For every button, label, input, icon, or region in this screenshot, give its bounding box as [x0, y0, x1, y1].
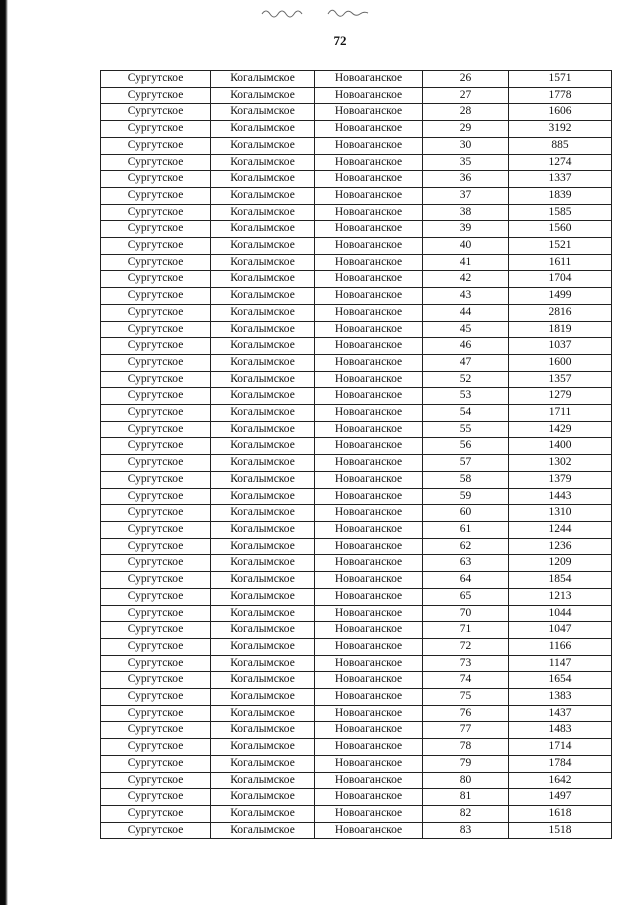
value-cell: 1429 [509, 421, 612, 438]
field-cell: Новоаганское [315, 672, 423, 689]
region-cell: Сургутское [101, 822, 211, 839]
deposit-cell: Когалымское [211, 488, 315, 505]
number-cell: 42 [423, 271, 509, 288]
value-cell: 1437 [509, 705, 612, 722]
value-cell: 1778 [509, 87, 612, 104]
number-cell: 47 [423, 354, 509, 371]
region-cell: Сургутское [101, 789, 211, 806]
region-cell: Сургутское [101, 371, 211, 388]
value-cell: 1044 [509, 605, 612, 622]
field-cell: Новоаганское [315, 371, 423, 388]
number-cell: 44 [423, 304, 509, 321]
number-cell: 37 [423, 187, 509, 204]
field-cell: Новоаганское [315, 271, 423, 288]
number-cell: 75 [423, 689, 509, 706]
value-cell: 1642 [509, 772, 612, 789]
region-cell: Сургутское [101, 438, 211, 455]
region-cell: Сургутское [101, 655, 211, 672]
region-cell: Сургутское [101, 672, 211, 689]
field-cell: Новоаганское [315, 87, 423, 104]
field-cell: Новоаганское [315, 405, 423, 422]
region-cell: Сургутское [101, 405, 211, 422]
table-row [101, 672, 612, 689]
table-row [101, 655, 612, 672]
region-cell: Сургутское [101, 455, 211, 472]
field-cell: Новоаганское [315, 121, 423, 138]
value-cell: 1497 [509, 789, 612, 806]
field-cell: Новоаганское [315, 805, 423, 822]
value-cell: 1585 [509, 204, 612, 221]
number-cell: 73 [423, 655, 509, 672]
value-cell: 1037 [509, 338, 612, 355]
number-cell: 77 [423, 722, 509, 739]
number-cell: 53 [423, 388, 509, 405]
number-cell: 60 [423, 505, 509, 522]
region-cell: Сургутское [101, 705, 211, 722]
number-cell: 56 [423, 438, 509, 455]
field-cell: Новоаганское [315, 572, 423, 589]
table-row [101, 221, 612, 238]
number-cell: 41 [423, 254, 509, 271]
table-row [101, 455, 612, 472]
region-cell: Сургутское [101, 471, 211, 488]
field-cell: Новоаганское [315, 505, 423, 522]
deposit-cell: Когалымское [211, 505, 315, 522]
deposit-cell: Когалымское [211, 338, 315, 355]
number-cell: 78 [423, 739, 509, 756]
deposit-cell: Когалымское [211, 755, 315, 772]
region-cell: Сургутское [101, 388, 211, 405]
table-row [101, 722, 612, 739]
number-cell: 28 [423, 104, 509, 121]
deposit-cell: Когалымское [211, 739, 315, 756]
field-cell: Новоаганское [315, 555, 423, 572]
deposit-cell: Когалымское [211, 555, 315, 572]
table-row [101, 304, 612, 321]
number-cell: 26 [423, 71, 509, 88]
number-cell: 70 [423, 605, 509, 622]
field-cell: Новоаганское [315, 171, 423, 188]
field-cell: Новоаганское [315, 605, 423, 622]
number-cell: 64 [423, 572, 509, 589]
value-cell: 1274 [509, 154, 612, 171]
deposit-cell: Когалымское [211, 789, 315, 806]
value-cell: 1443 [509, 488, 612, 505]
field-cell: Новоаганское [315, 304, 423, 321]
region-cell: Сургутское [101, 354, 211, 371]
table-row [101, 187, 612, 204]
number-cell: 57 [423, 455, 509, 472]
number-cell: 35 [423, 154, 509, 171]
field-cell: Новоаганское [315, 221, 423, 238]
value-cell: 2816 [509, 304, 612, 321]
table-row [101, 371, 612, 388]
deposit-cell: Когалымское [211, 455, 315, 472]
table-row [101, 488, 612, 505]
deposit-cell: Когалымское [211, 204, 315, 221]
table-row [101, 338, 612, 355]
table-row [101, 254, 612, 271]
field-cell: Новоаганское [315, 822, 423, 839]
deposit-cell: Когалымское [211, 421, 315, 438]
number-cell: 58 [423, 471, 509, 488]
table-row [101, 789, 612, 806]
table-row [101, 154, 612, 171]
field-cell: Новоаганское [315, 187, 423, 204]
table-row [101, 321, 612, 338]
region-cell: Сургутское [101, 521, 211, 538]
deposit-cell: Когалымское [211, 772, 315, 789]
value-cell: 1714 [509, 739, 612, 756]
deposit-cell: Когалымское [211, 588, 315, 605]
number-cell: 43 [423, 288, 509, 305]
field-cell: Новоаганское [315, 354, 423, 371]
region-cell: Сургутское [101, 171, 211, 188]
region-cell: Сургутское [101, 805, 211, 822]
number-cell: 40 [423, 238, 509, 255]
table-row [101, 104, 612, 121]
table-row [101, 705, 612, 722]
number-cell: 52 [423, 371, 509, 388]
deposit-cell: Когалымское [211, 171, 315, 188]
field-cell: Новоаганское [315, 71, 423, 88]
table-row [101, 271, 612, 288]
region-cell: Сургутское [101, 71, 211, 88]
deposit-cell: Когалымское [211, 572, 315, 589]
number-cell: 74 [423, 672, 509, 689]
table-row [101, 204, 612, 221]
number-cell: 65 [423, 588, 509, 605]
number-cell: 82 [423, 805, 509, 822]
deposit-cell: Когалымское [211, 471, 315, 488]
field-cell: Новоаганское [315, 471, 423, 488]
region-cell: Сургутское [101, 588, 211, 605]
value-cell: 1383 [509, 689, 612, 706]
number-cell: 81 [423, 789, 509, 806]
deposit-cell: Когалымское [211, 104, 315, 121]
field-cell: Новоаганское [315, 789, 423, 806]
number-cell: 30 [423, 137, 509, 154]
value-cell: 1518 [509, 822, 612, 839]
value-cell: 1047 [509, 622, 612, 639]
data-table [100, 70, 612, 839]
deposit-cell: Когалымское [211, 154, 315, 171]
value-cell: 1209 [509, 555, 612, 572]
field-cell: Новоаганское [315, 238, 423, 255]
region-cell: Сургутское [101, 555, 211, 572]
number-cell: 83 [423, 822, 509, 839]
field-cell: Новоаганское [315, 338, 423, 355]
deposit-cell: Когалымское [211, 371, 315, 388]
header-stamp-marks [260, 4, 390, 18]
value-cell: 3192 [509, 121, 612, 138]
region-cell: Сургутское [101, 772, 211, 789]
value-cell: 1244 [509, 521, 612, 538]
field-cell: Новоаганское [315, 321, 423, 338]
value-cell: 1236 [509, 538, 612, 555]
region-cell: Сургутское [101, 722, 211, 739]
region-cell: Сургутское [101, 338, 211, 355]
field-cell: Новоаганское [315, 689, 423, 706]
table-row [101, 555, 612, 572]
value-cell: 1213 [509, 588, 612, 605]
deposit-cell: Когалымское [211, 271, 315, 288]
region-cell: Сургутское [101, 304, 211, 321]
field-cell: Новоаганское [315, 588, 423, 605]
field-cell: Новоаганское [315, 622, 423, 639]
number-cell: 46 [423, 338, 509, 355]
number-cell: 45 [423, 321, 509, 338]
table-row [101, 505, 612, 522]
value-cell: 1819 [509, 321, 612, 338]
table-row [101, 421, 612, 438]
field-cell: Новоаганское [315, 438, 423, 455]
field-cell: Новоаганское [315, 254, 423, 271]
table-row [101, 772, 612, 789]
number-cell: 27 [423, 87, 509, 104]
table-row [101, 238, 612, 255]
region-cell: Сургутское [101, 154, 211, 171]
value-cell: 1357 [509, 371, 612, 388]
number-cell: 71 [423, 622, 509, 639]
deposit-cell: Когалымское [211, 238, 315, 255]
number-cell: 79 [423, 755, 509, 772]
region-cell: Сургутское [101, 622, 211, 639]
region-cell: Сургутское [101, 204, 211, 221]
value-cell: 1571 [509, 71, 612, 88]
deposit-cell: Когалымское [211, 605, 315, 622]
deposit-cell: Когалымское [211, 672, 315, 689]
number-cell: 55 [423, 421, 509, 438]
deposit-cell: Когалымское [211, 137, 315, 154]
deposit-cell: Когалымское [211, 805, 315, 822]
value-cell: 1839 [509, 187, 612, 204]
deposit-cell: Когалымское [211, 521, 315, 538]
field-cell: Новоаганское [315, 739, 423, 756]
deposit-cell: Когалымское [211, 722, 315, 739]
table-row [101, 171, 612, 188]
number-cell: 76 [423, 705, 509, 722]
number-cell: 36 [423, 171, 509, 188]
table-row [101, 572, 612, 589]
region-cell: Сургутское [101, 321, 211, 338]
field-cell: Новоаганское [315, 204, 423, 221]
value-cell: 1611 [509, 254, 612, 271]
number-cell: 39 [423, 221, 509, 238]
field-cell: Новоаганское [315, 488, 423, 505]
number-cell: 80 [423, 772, 509, 789]
table-row [101, 121, 612, 138]
value-cell: 1147 [509, 655, 612, 672]
region-cell: Сургутское [101, 605, 211, 622]
deposit-cell: Когалымское [211, 221, 315, 238]
region-cell: Сургутское [101, 271, 211, 288]
field-cell: Новоаганское [315, 288, 423, 305]
table-row [101, 438, 612, 455]
region-cell: Сургутское [101, 288, 211, 305]
table-body [101, 71, 612, 839]
number-cell: 61 [423, 521, 509, 538]
table-row [101, 755, 612, 772]
value-cell: 1784 [509, 755, 612, 772]
field-cell: Новоаганское [315, 755, 423, 772]
field-cell: Новоаганское [315, 154, 423, 171]
value-cell: 1600 [509, 354, 612, 371]
deposit-cell: Когалымское [211, 288, 315, 305]
deposit-cell: Когалымское [211, 538, 315, 555]
deposit-cell: Когалымское [211, 705, 315, 722]
value-cell: 1499 [509, 288, 612, 305]
value-cell: 1279 [509, 388, 612, 405]
value-cell: 1560 [509, 221, 612, 238]
table-row [101, 638, 612, 655]
region-cell: Сургутское [101, 538, 211, 555]
region-cell: Сургутское [101, 739, 211, 756]
field-cell: Новоаганское [315, 455, 423, 472]
deposit-cell: Когалымское [211, 87, 315, 104]
table-row [101, 588, 612, 605]
number-cell: 72 [423, 638, 509, 655]
deposit-cell: Когалымское [211, 405, 315, 422]
number-cell: 63 [423, 555, 509, 572]
scan-edge [0, 0, 8, 905]
deposit-cell: Когалымское [211, 622, 315, 639]
table-row [101, 805, 612, 822]
value-cell: 1854 [509, 572, 612, 589]
table-row [101, 388, 612, 405]
table-row [101, 137, 612, 154]
value-cell: 1654 [509, 672, 612, 689]
table-row [101, 71, 612, 88]
number-cell: 29 [423, 121, 509, 138]
deposit-cell: Когалымское [211, 321, 315, 338]
field-cell: Новоаганское [315, 137, 423, 154]
deposit-cell: Когалымское [211, 254, 315, 271]
table-row [101, 471, 612, 488]
value-cell: 1521 [509, 238, 612, 255]
region-cell: Сургутское [101, 254, 211, 271]
field-cell: Новоаганское [315, 655, 423, 672]
number-cell: 59 [423, 488, 509, 505]
table-row [101, 822, 612, 839]
value-cell: 1166 [509, 638, 612, 655]
field-cell: Новоаганское [315, 705, 423, 722]
region-cell: Сургутское [101, 137, 211, 154]
value-cell: 1400 [509, 438, 612, 455]
field-cell: Новоаганское [315, 421, 423, 438]
field-cell: Новоаганское [315, 388, 423, 405]
region-cell: Сургутское [101, 421, 211, 438]
deposit-cell: Когалымское [211, 822, 315, 839]
region-cell: Сургутское [101, 87, 211, 104]
deposit-cell: Когалымское [211, 354, 315, 371]
region-cell: Сургутское [101, 755, 211, 772]
table-row [101, 288, 612, 305]
value-cell: 1704 [509, 271, 612, 288]
region-cell: Сургутское [101, 187, 211, 204]
deposit-cell: Когалымское [211, 121, 315, 138]
deposit-cell: Когалымское [211, 638, 315, 655]
value-cell: 885 [509, 137, 612, 154]
value-cell: 1337 [509, 171, 612, 188]
region-cell: Сургутское [101, 572, 211, 589]
deposit-cell: Когалымское [211, 187, 315, 204]
field-cell: Новоаганское [315, 722, 423, 739]
table-row [101, 739, 612, 756]
table-row [101, 354, 612, 371]
region-cell: Сургутское [101, 238, 211, 255]
number-cell: 62 [423, 538, 509, 555]
page-number: 72 [333, 33, 347, 48]
field-cell: Новоаганское [315, 104, 423, 121]
region-cell: Сургутское [101, 488, 211, 505]
region-cell: Сургутское [101, 638, 211, 655]
deposit-cell: Когалымское [211, 438, 315, 455]
value-cell: 1711 [509, 405, 612, 422]
region-cell: Сургутское [101, 104, 211, 121]
value-cell: 1483 [509, 722, 612, 739]
value-cell: 1606 [509, 104, 612, 121]
table-row [101, 87, 612, 104]
table-row [101, 622, 612, 639]
deposit-cell: Когалымское [211, 304, 315, 321]
deposit-cell: Когалымское [211, 71, 315, 88]
field-cell: Новоаганское [315, 772, 423, 789]
value-cell: 1618 [509, 805, 612, 822]
deposit-cell: Когалымское [211, 689, 315, 706]
table-row [101, 538, 612, 555]
table-row [101, 689, 612, 706]
deposit-cell: Когалымское [211, 388, 315, 405]
field-cell: Новоаганское [315, 521, 423, 538]
value-cell: 1379 [509, 471, 612, 488]
table-row [101, 405, 612, 422]
region-cell: Сургутское [101, 505, 211, 522]
number-cell: 38 [423, 204, 509, 221]
region-cell: Сургутское [101, 221, 211, 238]
field-cell: Новоаганское [315, 538, 423, 555]
deposit-cell: Когалымское [211, 655, 315, 672]
value-cell: 1310 [509, 505, 612, 522]
table-row [101, 605, 612, 622]
region-cell: Сургутское [101, 121, 211, 138]
number-cell: 54 [423, 405, 509, 422]
value-cell: 1302 [509, 455, 612, 472]
region-cell: Сургутское [101, 689, 211, 706]
table-row [101, 521, 612, 538]
field-cell: Новоаганское [315, 638, 423, 655]
